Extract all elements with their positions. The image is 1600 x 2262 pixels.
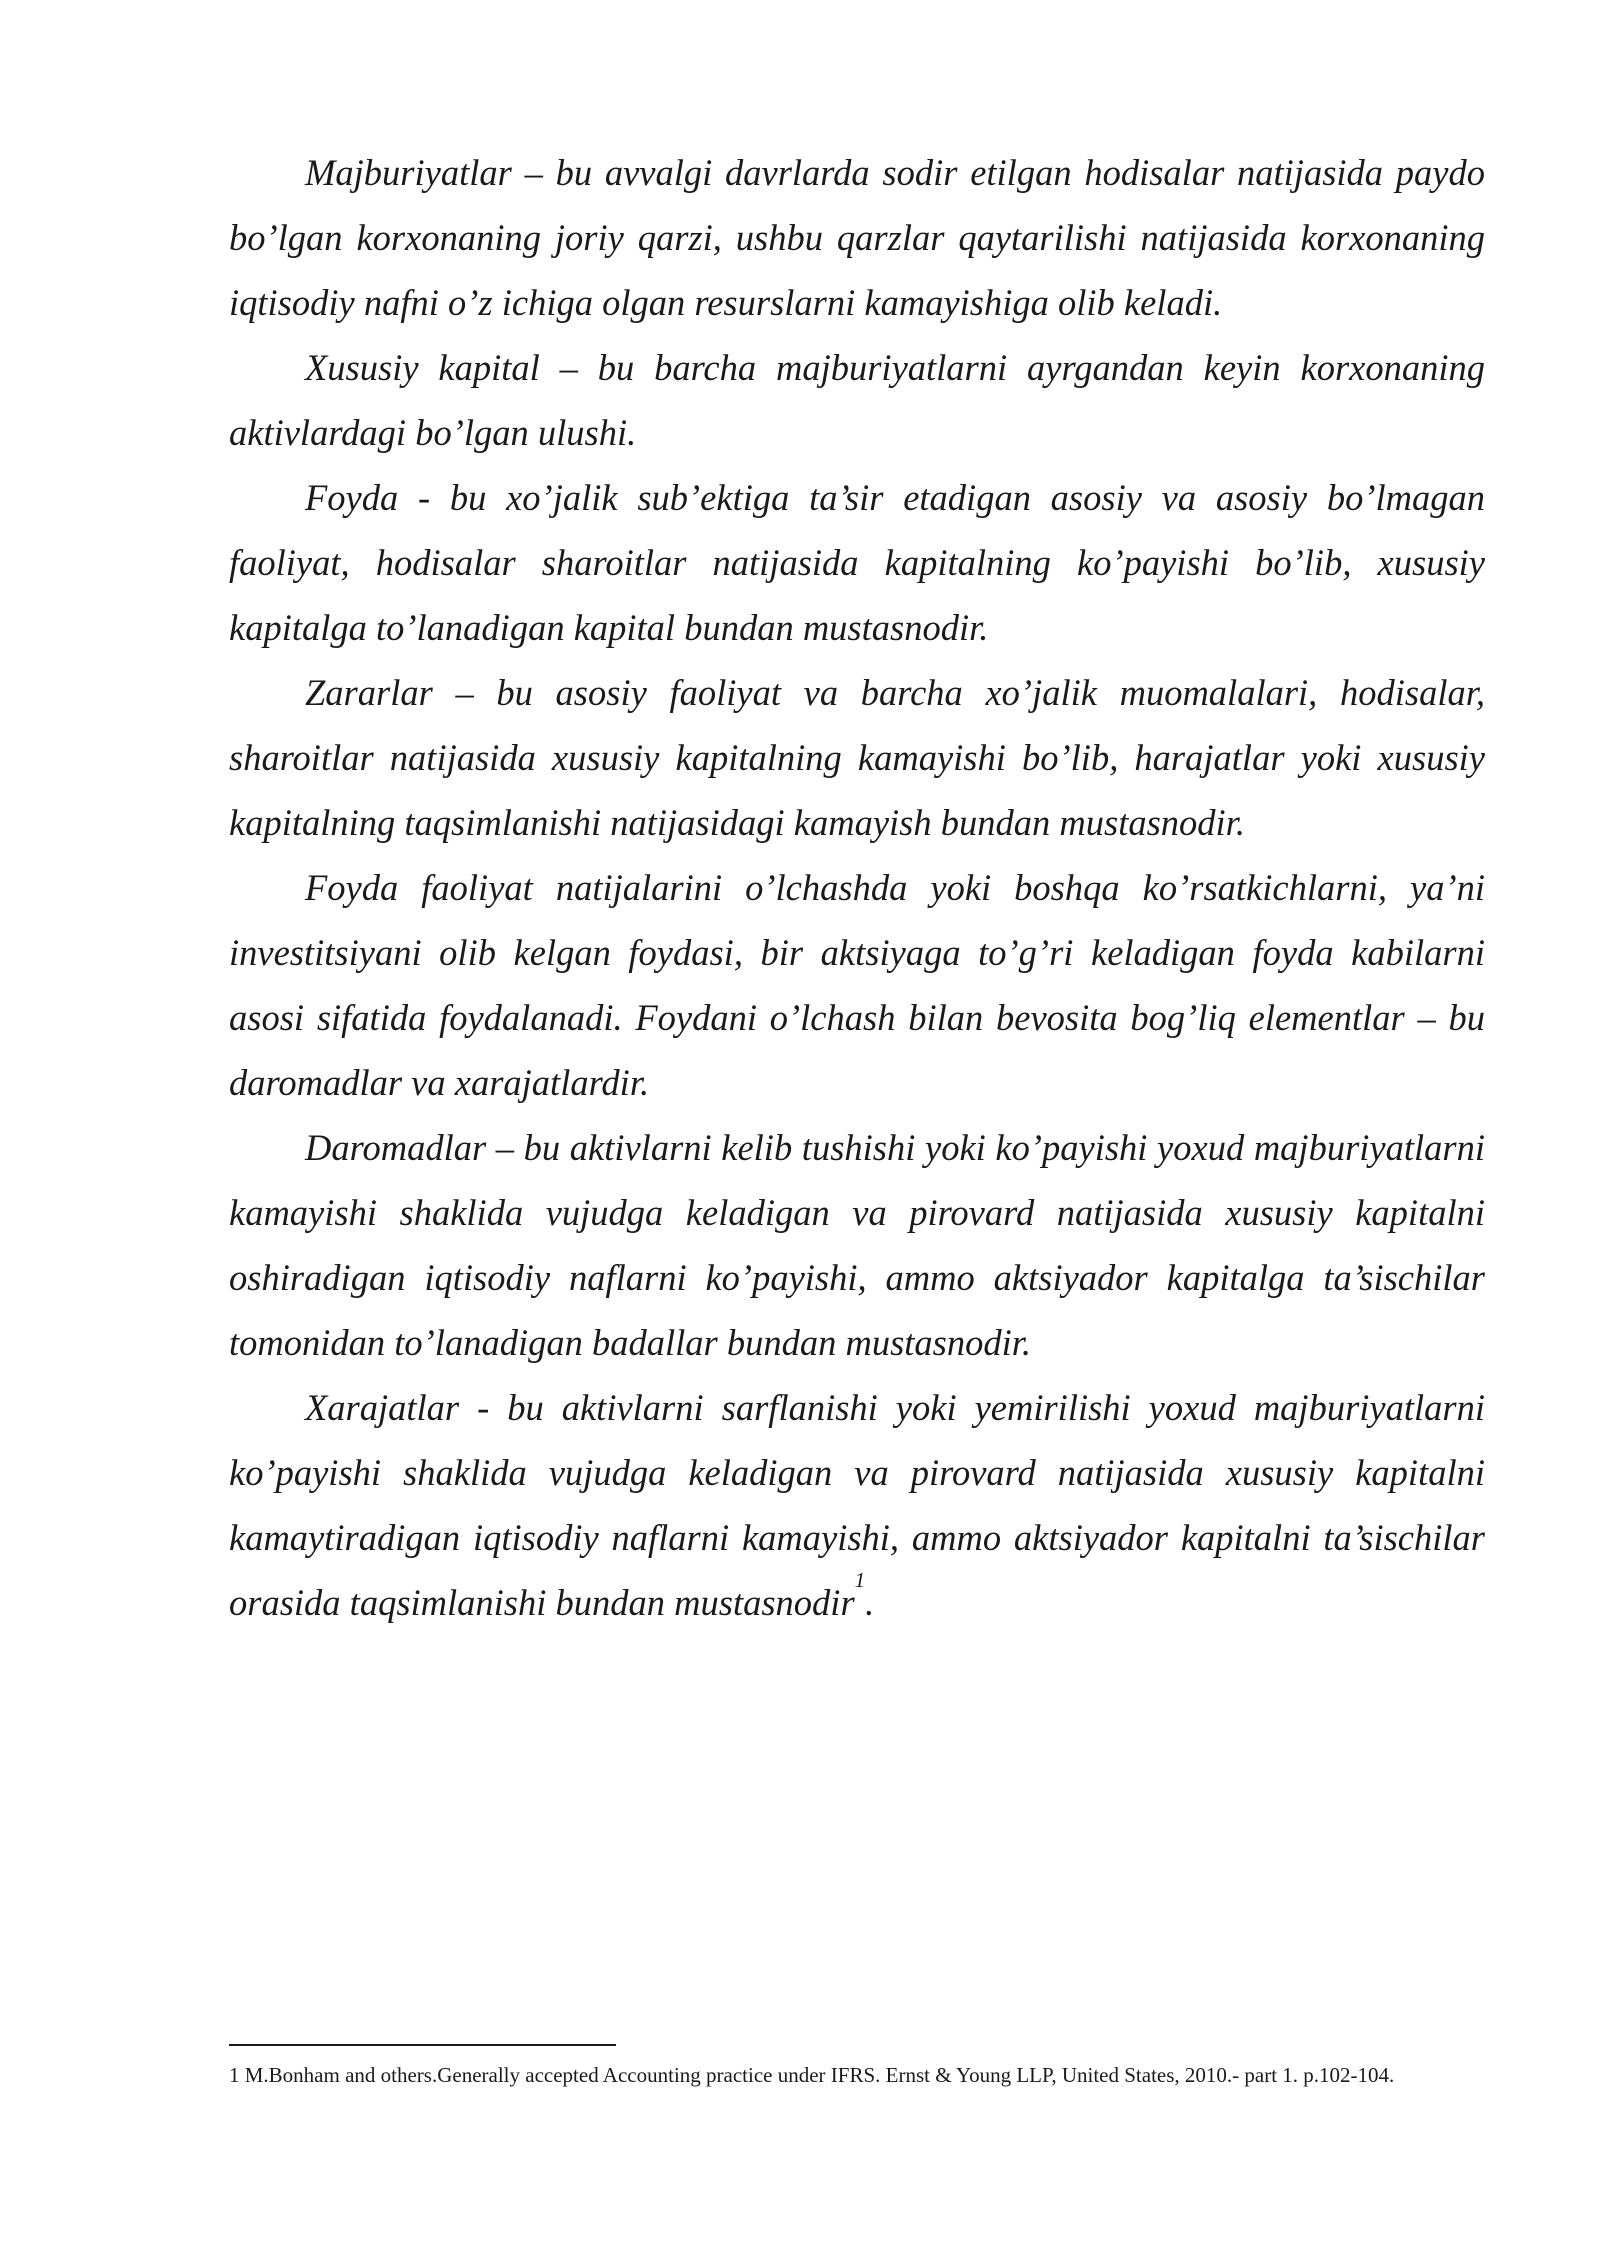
footnote: [229, 2061, 1479, 2090]
footnote-reference[interactable]: 1: [854, 1567, 866, 1592]
paragraph-xarajatlar-text: Xarajatlar - bu aktivlarni sarflanishi yoki yemirilishi yoxud majburiyatlarni ko’payishi shaklida vujudga keladigan va pirovard natijasida xususiy kapitalni kamaytiradigan iqtisodiy naflarni kamayishi, ammo aktsiyador kapitalni ta’sischilar orasida taqsimlanishi bundan mustasnodir: [229, 1387, 1485, 1623]
paragraph-zararlar: Zararlar – bu asosiy faoliyat va barcha xo’jalik muomalalari, hodisalar, sharoitlar natijasida xususiy kapitalning kamayishi bo’lib, harajatlar yoki xususiy kapitalning taqsimlanishi natijasidagi kamayish bundan mustasnodir.: [229, 672, 1485, 843]
paragraph-xarajatlar: [229, 1375, 1485, 1635]
paragraph-foyda: Foyda - bu xo’jalik sub’ektiga ta’sir etadigan asosiy va asosiy bo’lmagan faoliyat, hodisalar sharoitlar natijasida kapitalning ko’payishi bo’lib, xususiy kapitalga to’lanadigan kapital bundan mustasnodir.: [229, 477, 1485, 648]
footnote-separator: [229, 2044, 616, 2046]
footnote-number: 1: [229, 2063, 240, 2087]
paragraph-foyda-faoliyat: Foyda faoliyat natijalarini o’lchashda yoki boshqa ko’rsatkichlarni, ya’ni investitsiyani olib kelgan foydasi, bir aktsiyaga to’g’ri keladigan foyda kabilarni asosi sifatida foydalanadi. Foydani o’lchash bilan bevosita bog’liq elementlar – bu daromadlar va xarajatlardir.: [229, 867, 1485, 1103]
paragraph-daromadlar: Daromadlar – bu aktivlarni kelib tushishi yoki ko’payishi yoxud majburiyatlarni kamayishi shaklida vujudga keladigan va pirovard natijasida xususiy kapitalni oshiradigan iqtisodiy naflarni ko’payishi, ammo aktsiyador kapitalga ta’sischilar tomonidan to’lanadigan badallar bundan mustasnodir.: [229, 1127, 1485, 1363]
footnote-text: M.Bonham and others.Generally accepted Accounting practice under IFRS. Ernst & Young LLP, United States, 2010.- part 1. p.102-104.: [244, 2063, 1395, 2087]
paragraph-xususiy-kapital: Xususiy kapital – bu barcha majburiyatlarni ayrgandan keyin korxonaning aktivlardagi bo’lgan ulushi.: [229, 347, 1485, 453]
paragraph-majburiyatlar: Majburiyatlar – bu avvalgi davrlarda sodir etilgan hodisalar natijasida paydo bo’lgan korxonaning joriy qarzi, ushbu qarzlar qaytarilishi natijasida korxonaning iqtisodiy nafni o’z ichiga olgan resurslarni kamayishiga olib keladi.: [229, 152, 1485, 323]
paragraph-end-punctuation: .: [865, 1582, 875, 1623]
body-text: [229, 140, 1485, 1635]
